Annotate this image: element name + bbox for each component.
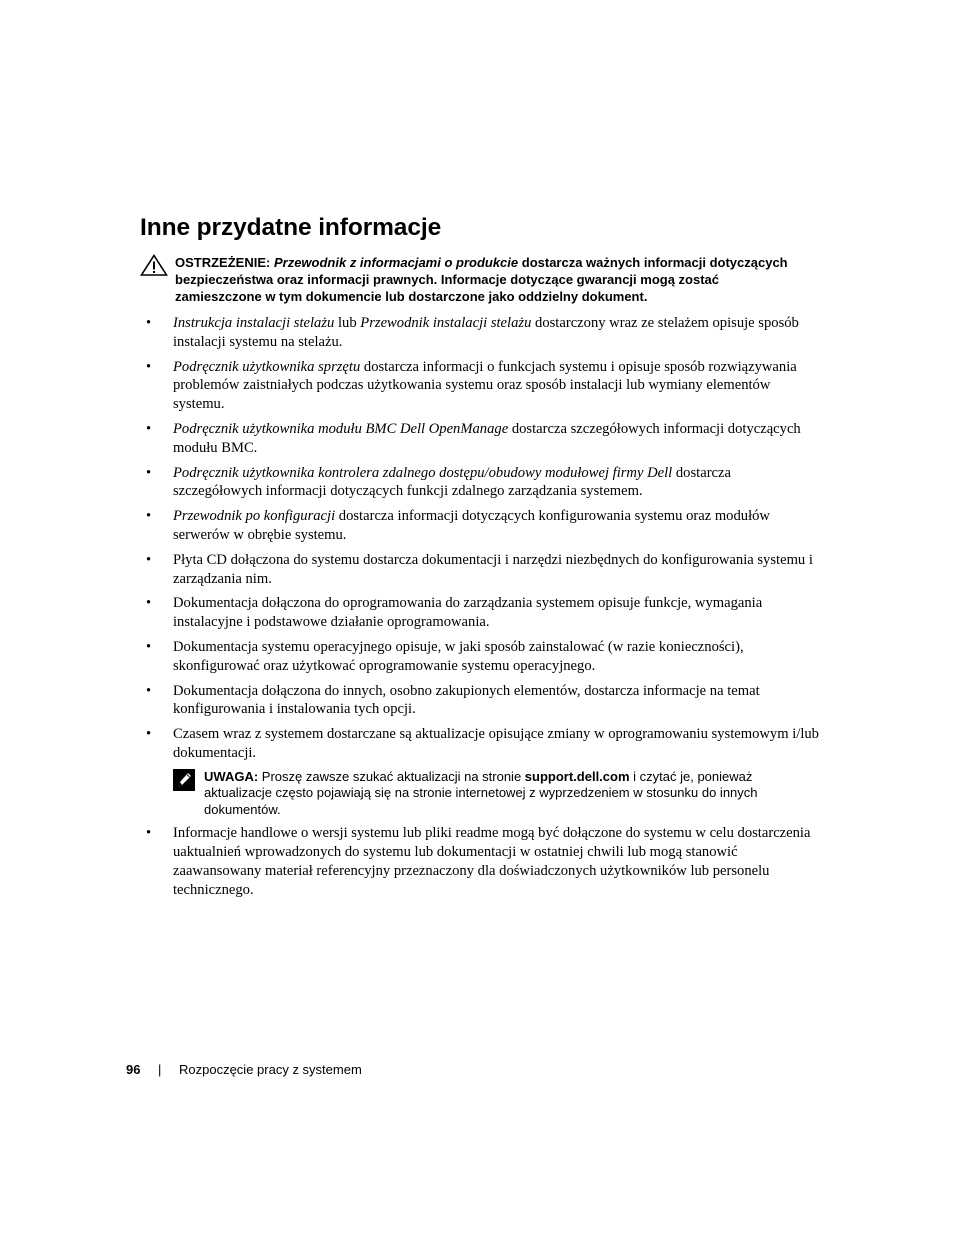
list-item (140, 725, 820, 763)
list-item (140, 464, 820, 502)
warning-label: OSTRZEŻENIE: (175, 255, 271, 270)
bullet: • (146, 726, 152, 743)
item-text: dostarczony wraz ze stelażem opisuje sposób instalacji systemu na stelażu. (173, 315, 799, 350)
list-item (140, 507, 820, 545)
page-number: 96 (126, 1062, 141, 1077)
list-item (140, 594, 820, 632)
item-text: Informacje handlowe o wersji systemu lub pliki readme mogą być dołączone do systemu w celu dostarczenia uaktualnień wprowadzonych do systemu lub dokumentacji w ostatniej chwili lub mogą stanowić zaawansowany materiał referencyjny przeznaczony dla doświadczonych użytkowników lub personelu technicznego. (173, 825, 811, 898)
footer-section-title: Rozpoczęcie pracy z systemem (179, 1062, 362, 1077)
list-item (140, 551, 820, 589)
warning-body: dostarcza ważnych informacji dotyczących bezpieczeństwa oraz informacji prawnych. Informacje dotyczące gwarancji mogą zostać zamieszczone w tym dokumencie lub dostarczone jako oddzielny dokument. (175, 255, 788, 304)
item-text: lub (334, 315, 361, 331)
bullet: • (146, 315, 152, 331)
bullet: • (146, 420, 152, 437)
bullet: • (146, 464, 152, 481)
list-item (140, 638, 820, 676)
bullet: • (146, 358, 152, 375)
bullet: • (146, 682, 152, 699)
bullet: • (146, 638, 152, 655)
note-body: Proszę zawsze szukać aktualizacji na stronie (258, 768, 525, 784)
warning-doc-title: Przewodnik z informacjami o produkcie (273, 255, 519, 270)
item-text: dostarcza szczegółowych informacji dotyczących funkcji zdalnego zarządzania systemem. (173, 464, 731, 500)
footer-separator: | (158, 1062, 162, 1077)
item-text: Płyta CD dołączona do systemu dostarcza dokumentacji i narzędzi niezbędnych do konfigurowania systemu i zarządzania nim. (173, 551, 813, 587)
page-footer (126, 1062, 362, 1077)
item-text: Dokumentacja dołączona do oprogramowania do zarządzania systemem opisuje funkcje, wymagania instalacyjne i podstawowe działanie oprogramowania. (173, 595, 763, 631)
list-item (140, 314, 820, 352)
item-text: dostarcza szczegółowych informacji dotyczących modułu BMC. (173, 420, 801, 456)
warning-block (140, 254, 820, 305)
bullet: • (146, 825, 152, 842)
item-text: Dokumentacja systemu operacyjnego opisuje, w jaki sposób zainstalować (w razie konieczności), skonfigurować oraz użytkować oprogramowanie systemu operacyjnego. (173, 638, 744, 674)
item-text: dostarcza informacji dotyczących konfigurowania systemu oraz modułów serwerów w obrębie systemu. (173, 508, 770, 543)
doc-title: Instrukcja instalacji stelażu (173, 315, 335, 331)
warning-triangle-icon (140, 254, 168, 276)
note-text (204, 769, 814, 819)
bullet: • (146, 595, 152, 612)
item-text: Dokumentacja dołączona do innych, osobno zakupionych elementów, dostarcza informacje na temat konfigurowania i instalowania tych opcji. (173, 682, 760, 718)
doc-title: Przewodnik instalacji stelażu (360, 315, 532, 331)
note-pencil-icon (173, 769, 195, 791)
doc-title: Podręcznik użytkownika modułu BMC Dell OpenManage (173, 420, 509, 437)
note-label: UWAGA: (204, 768, 259, 784)
info-list (140, 314, 820, 905)
doc-title: Podręcznik użytkownika sprzętu (173, 358, 361, 375)
note-body: i czytać je, ponieważ aktualizacje często pojawiają się na stronie internetowej z wyprzedzeniem w stosunku do innych dokumentów. (204, 768, 758, 817)
list-item (140, 682, 820, 720)
item-text: Czasem wraz z systemem dostarczane są aktualizacje opisujące zmiany w oprogramowaniu systemowym i/lub dokumentacji. (173, 726, 819, 761)
bullet: • (146, 551, 152, 568)
item-text: dostarcza informacji o funkcjach systemu i opisuje sposób rozwiązywania problemów zaistniałych podczas użytkowania systemu oraz sposób instalacji lub wymiany elementów systemu. (173, 358, 797, 413)
bullet: • (146, 508, 152, 525)
list-item (140, 420, 820, 458)
list-item (140, 824, 820, 899)
warning-text (175, 254, 795, 305)
page-title: Inne przydatne informacje (140, 214, 442, 241)
doc-title: Podręcznik użytkownika kontrolera zdalnego dostępu/obudowy modułowej firmy Dell (173, 464, 673, 481)
list-item (140, 358, 820, 414)
support-link[interactable]: support.dell.com (524, 768, 630, 784)
note-block (173, 769, 820, 819)
doc-title: Przewodnik po konfiguracji (173, 508, 336, 525)
